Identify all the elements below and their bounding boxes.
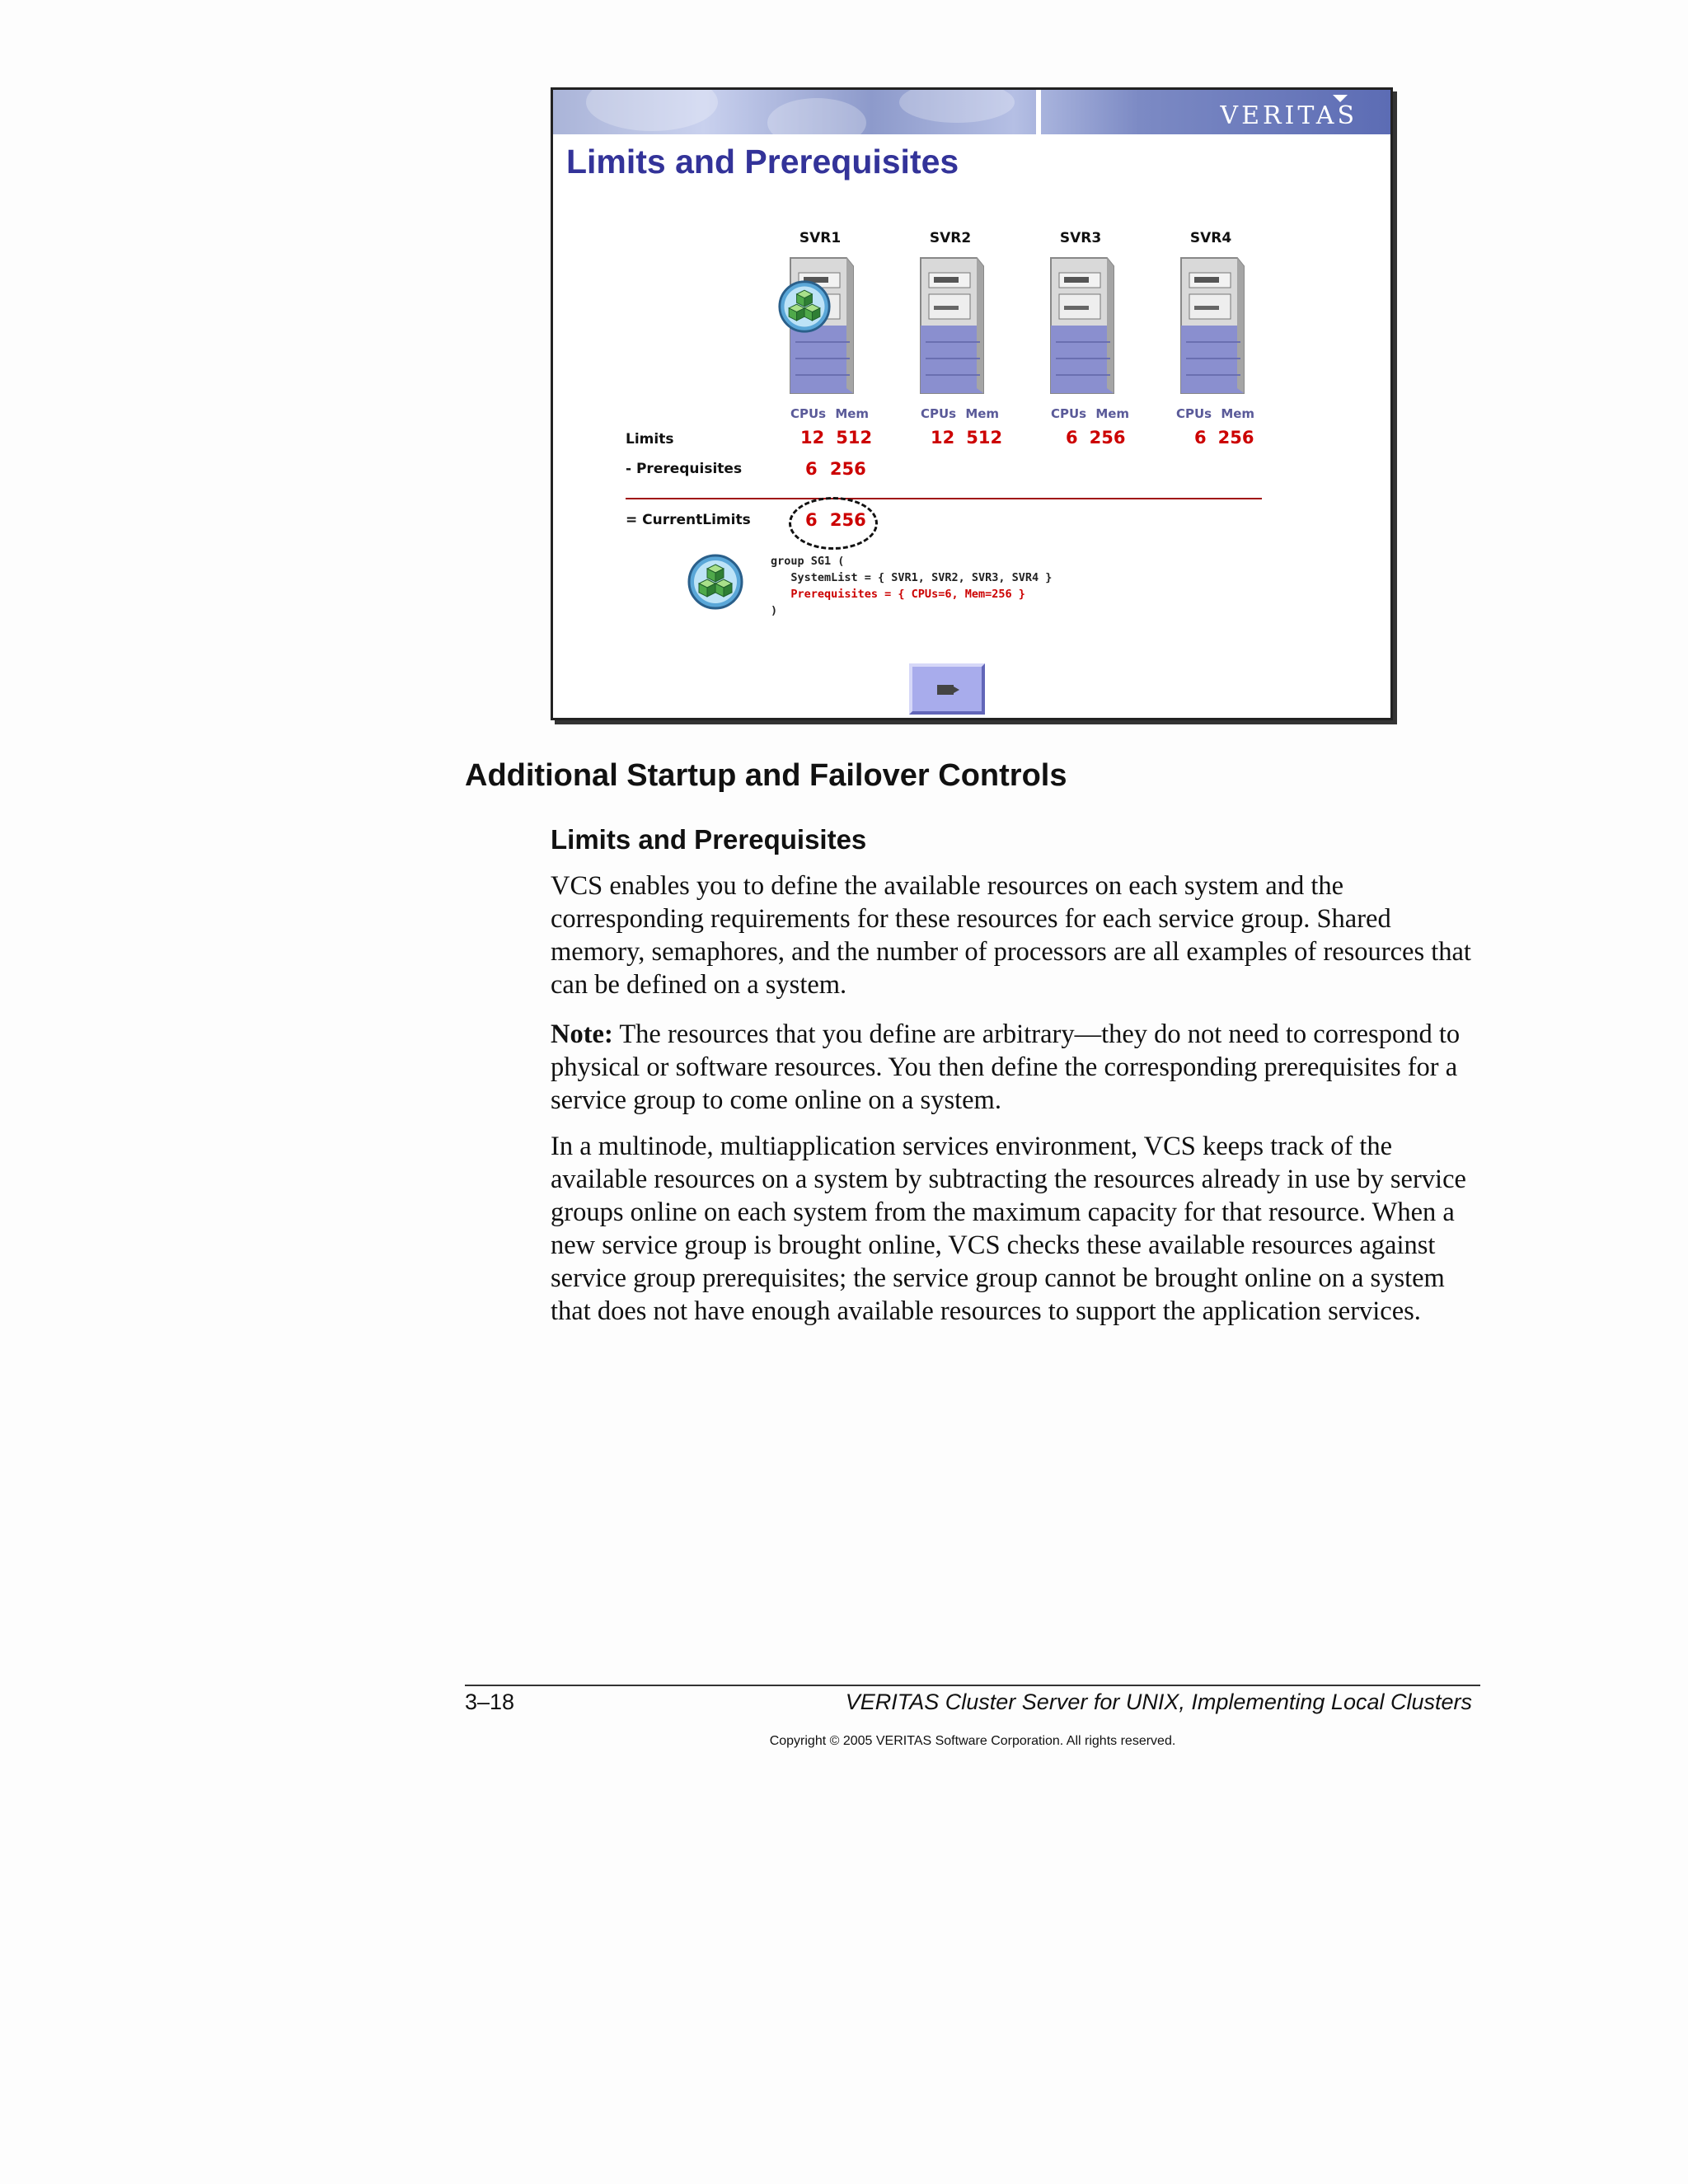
server-tower-icon xyxy=(1161,251,1260,400)
limit-value-svr1 xyxy=(800,428,872,448)
col-header-svr4: CPUs Mem xyxy=(1176,406,1255,421)
note-text: The resources that you define are arbitrary—they do not need to correspond to physical or software resources. You then define the corresponding prerequisites for a service group to come online on a system. xyxy=(551,1019,1461,1115)
code-line-3: Prerequisites = { CPUs=6, Mem=256 } xyxy=(771,588,1025,601)
server-name: SVR1 xyxy=(799,230,842,246)
book-title: VERITAS Cluster Server for UNIX, Implementing Local Clusters xyxy=(845,1690,1472,1714)
limit-cpus: 12 xyxy=(800,428,825,448)
code-line-2: SystemList = { SVR1, SVR2, SVR3, SVR4 } xyxy=(771,571,1053,584)
camera-lens-icon xyxy=(954,687,959,693)
service-group-icon xyxy=(687,553,744,615)
limit-mem: 512 xyxy=(836,428,873,448)
server-tower-icon xyxy=(901,251,1000,400)
limit-cpus: 6 xyxy=(1066,428,1078,448)
code-line-4: ) xyxy=(771,604,778,617)
config-code-block xyxy=(771,553,1052,619)
slide-banner xyxy=(553,90,1390,134)
page-number: 3–18 xyxy=(465,1690,515,1714)
server-name: SVR2 xyxy=(929,230,972,246)
server-svr4 xyxy=(1161,230,1260,400)
col-header-svr2: CPUs Mem xyxy=(921,406,1000,421)
server-tower-icon xyxy=(1031,251,1130,400)
server-name: SVR4 xyxy=(1189,230,1232,246)
subtraction-rule xyxy=(626,498,1262,499)
server-svr3 xyxy=(1031,230,1130,400)
code-line-1: group SG1 ( xyxy=(771,555,845,568)
col-header-svr1: CPUs Mem xyxy=(790,406,870,421)
col-header-svr3: CPUs Mem xyxy=(1051,406,1130,421)
server-name: SVR3 xyxy=(1059,230,1102,246)
brand-logo: VERITAS xyxy=(1220,101,1357,130)
limit-value-svr4 xyxy=(1194,428,1254,448)
paragraph-3: In a multinode, multiapplication services environment, VCS keeps track of the available resources on a system by subtracting the resources already in use by service groups online on each system from the maximum capacity for that resource. When a new service group is brought online, VCS checks these available resources against service group prerequisites; the service group cannot be brought online on a system that does not have enough available resources to support the application services. xyxy=(551,1132,1466,1326)
paragraph-note xyxy=(551,1018,1482,1117)
slide-figure xyxy=(551,87,1393,720)
limit-mem: 256 xyxy=(1089,428,1126,448)
copyright: Copyright © 2005 VERITAS Software Corporation. All rights reserved. xyxy=(769,1734,1176,1748)
service-group-icon xyxy=(777,274,832,334)
footer-rule xyxy=(465,1685,1480,1686)
row-label-limits: Limits xyxy=(626,431,674,448)
prerequisite-value: 6 256 xyxy=(805,459,866,479)
slide-title: Limits and Prerequisites xyxy=(566,143,959,180)
camera-icon xyxy=(937,685,954,695)
limit-value-svr3 xyxy=(1066,428,1125,448)
section-heading: Additional Startup and Failover Controls xyxy=(465,758,1067,793)
limit-mem: 256 xyxy=(1217,428,1254,448)
row-label-current-limits: = CurrentLimits xyxy=(626,512,751,528)
paragraph-1: VCS enables you to define the available resources on each system and the corresponding requirements for these resources for each service group. Shared memory, semaphores, and the number of processors are all examples of resources that can be defined on a system. xyxy=(551,871,1471,1000)
limit-cpus: 12 xyxy=(931,428,955,448)
limit-value-svr2 xyxy=(931,428,1002,448)
limit-cpus: 6 xyxy=(1194,428,1207,448)
row-label-prerequisites: - Prerequisites xyxy=(626,461,743,477)
server-svr1 xyxy=(771,230,870,400)
current-limits-value: 6 256 xyxy=(805,510,866,530)
server-svr2 xyxy=(901,230,1000,400)
subsection-heading: Limits and Prerequisites xyxy=(551,824,867,855)
camera-button[interactable] xyxy=(909,663,985,715)
note-label: Note: xyxy=(551,1019,613,1049)
limit-mem: 512 xyxy=(966,428,1003,448)
